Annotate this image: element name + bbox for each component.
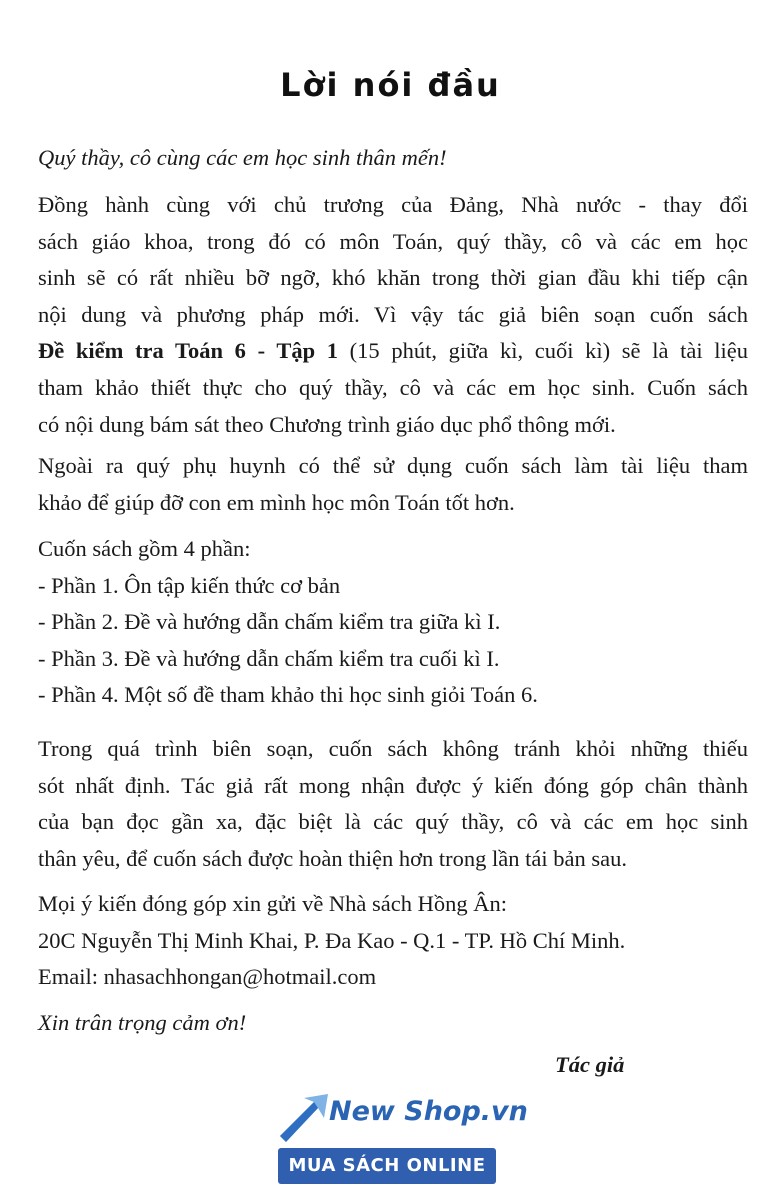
text-line: nội dung và phương pháp mới. Vì vậy tác giả biên soạn cuốn sách bbox=[38, 301, 748, 327]
list-item: - Phần 3. Đề và hướng dẫn chấm kiểm tra cuối kì I. bbox=[38, 645, 500, 671]
text-line: có nội dung bám sát theo Chương trình giáo dục phổ thông mới. bbox=[38, 411, 616, 437]
contact-email: Email: nhasachhongan@hotmail.com bbox=[38, 964, 377, 990]
text-line: sót nhất định. Tác giả rất mong nhận được ý kiến đóng góp chân thành bbox=[38, 772, 748, 798]
contact-block bbox=[38, 886, 748, 996]
closing bbox=[38, 1005, 748, 1042]
text-line: sinh sẽ có rất nhiều bỡ ngỡ, khó khăn trong thời gian đầu khi tiếp cận bbox=[38, 265, 748, 291]
text-line: Đồng hành cùng với chủ trương của Đảng, Nhà nước - thay đổi bbox=[38, 192, 748, 217]
author-signature: Tác giả bbox=[555, 1052, 625, 1077]
paragraph-intro bbox=[38, 187, 748, 443]
page-title: Lời nói đầu bbox=[280, 66, 501, 104]
paragraph-parents bbox=[38, 448, 748, 521]
list-item: - Phần 4. Một số đề tham khảo thi học sinh giỏi Toán 6. bbox=[38, 682, 538, 708]
logo-tagline: MUA SÁCH ONLINE bbox=[278, 1148, 496, 1184]
paragraph-feedback bbox=[38, 731, 748, 877]
list-item: - Phần 2. Đề và hướng dẫn chấm kiểm tra giữa kì I. bbox=[38, 609, 501, 635]
text-line: thân yêu, để cuốn sách được hoàn thiện hơn trong lần tái bản sau. bbox=[38, 845, 627, 871]
closing-text: Xin trân trọng cảm ơn! bbox=[38, 1010, 247, 1035]
greeting bbox=[38, 140, 748, 177]
contact-line: Mọi ý kiến đóng góp xin gửi về Nhà sách Hồng Ân: bbox=[38, 891, 508, 916]
text-line: sách giáo khoa, trong đó có môn Toán, quý thầy, cô và các em học bbox=[38, 228, 748, 254]
logo-brand: New Shop.vn bbox=[329, 1096, 528, 1127]
watermark-logo bbox=[274, 1092, 528, 1188]
book-title: Đề kiểm tra Toán 6 - Tập 1 bbox=[38, 338, 338, 364]
greeting-text: Quý thầy, cô cùng các em học sinh thân mến! bbox=[38, 145, 447, 170]
text-line: Trong quá trình biên soạn, cuốn sách không tránh khỏi những thiếu bbox=[38, 736, 748, 761]
book-title-suffix: (15 phút, giữa kì, cuối kì) sẽ là tài liệu bbox=[338, 338, 748, 364]
text-line: khảo để giúp đỡ con em mình học môn Toán tốt hơn. bbox=[38, 489, 515, 515]
parts-list bbox=[38, 531, 748, 714]
parts-intro: Cuốn sách gồm 4 phần: bbox=[38, 536, 251, 561]
text-line bbox=[38, 333, 748, 370]
list-item: - Phần 1. Ôn tập kiến thức cơ bản bbox=[38, 572, 341, 598]
contact-address: 20C Nguyễn Thị Minh Khai, P. Đa Kao - Q.1 - TP. Hồ Chí Minh. bbox=[38, 927, 626, 953]
text-line: Ngoài ra quý phụ huynh có thể sử dụng cuốn sách làm tài liệu tham bbox=[38, 453, 748, 478]
text-line: của bạn đọc gần xa, đặc biệt là các quý thầy, cô và các em học sinh bbox=[38, 809, 748, 835]
text-line: tham khảo thiết thực cho quý thầy, cô và các em học sinh. Cuốn sách bbox=[38, 374, 748, 400]
logo-arrow-icon bbox=[274, 1092, 334, 1148]
